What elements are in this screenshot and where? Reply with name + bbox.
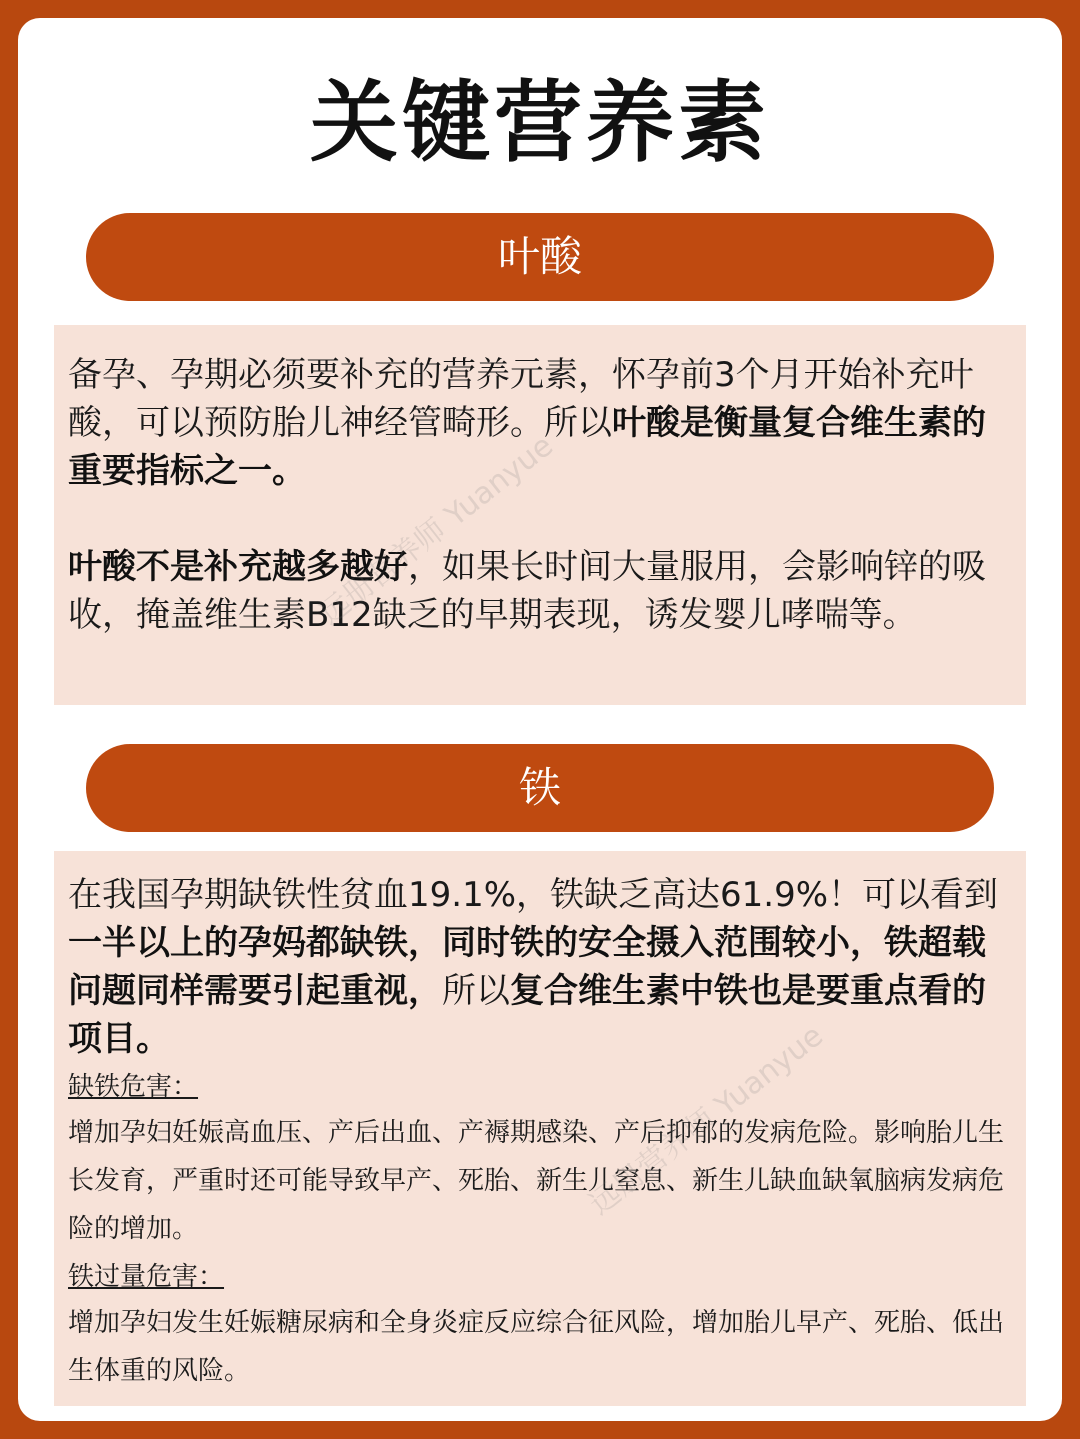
iron-deficiency-label: 缺铁危害： <box>68 1072 199 1102</box>
folic-acid-text-1b-bold: 叶酸是衡量复合维生素的重要指标之一。 <box>68 403 986 491</box>
iron-deficiency-text: 增加孕妇妊娠高血压、产后出血、产褥期感染、产后抑郁的发病危险。影响胎儿生长发育，严重时还可能导致早产、死胎、新生儿窒息、新生儿缺血缺氧脑病发病危险的增加。 <box>68 1118 1005 1244</box>
folic-acid-text-2a-bold: 叶酸不是补充越多越好 <box>68 547 408 587</box>
iron-paragraph-1 <box>68 871 1012 1063</box>
section-header-folic-acid: 叶酸 <box>86 213 994 301</box>
section-header-iron: 铁 <box>86 744 994 832</box>
iron-overload-text: 增加孕妇发生妊娠糖尿病和全身炎症反应综合征风险，增加胎儿早产、死胎、低出生体重的风险。 <box>68 1308 1005 1386</box>
iron-text-1a: 在我国孕期缺铁性贫血19.1%，铁缺乏高达61.9%！可以看到 <box>68 875 999 915</box>
folic-acid-paragraph-2 <box>68 543 1012 639</box>
section-box-folic-acid <box>54 325 1026 705</box>
content-card <box>18 18 1062 1421</box>
folic-acid-paragraph-1 <box>68 351 1012 495</box>
iron-text-1d-bold: 复合维生素中铁也是要重点看的项目。 <box>68 971 986 1059</box>
iron-text-1b-bold: 一半以上的孕妈都缺铁，同时铁的安全摄入范围较小，铁超载问题同样需要引起重视， <box>68 923 986 1011</box>
page-title: 关键营养素 <box>309 71 770 174</box>
folic-acid-text-1a: 备孕、孕期必须要补充的营养元素，怀孕前3个月开始补充叶酸，可以预防胎儿神经管畸形。所以 <box>68 355 974 443</box>
iron-overload-label: 铁过量危害： <box>68 1262 225 1292</box>
section-box-iron <box>54 851 1026 1406</box>
folic-acid-text-2b: ，如果长时间大量服用，会影响锌的吸收，掩盖维生素B12缺乏的早期表现，诱发婴儿哮喘等。 <box>68 547 986 635</box>
iron-text-1c: 所以 <box>442 971 510 1011</box>
